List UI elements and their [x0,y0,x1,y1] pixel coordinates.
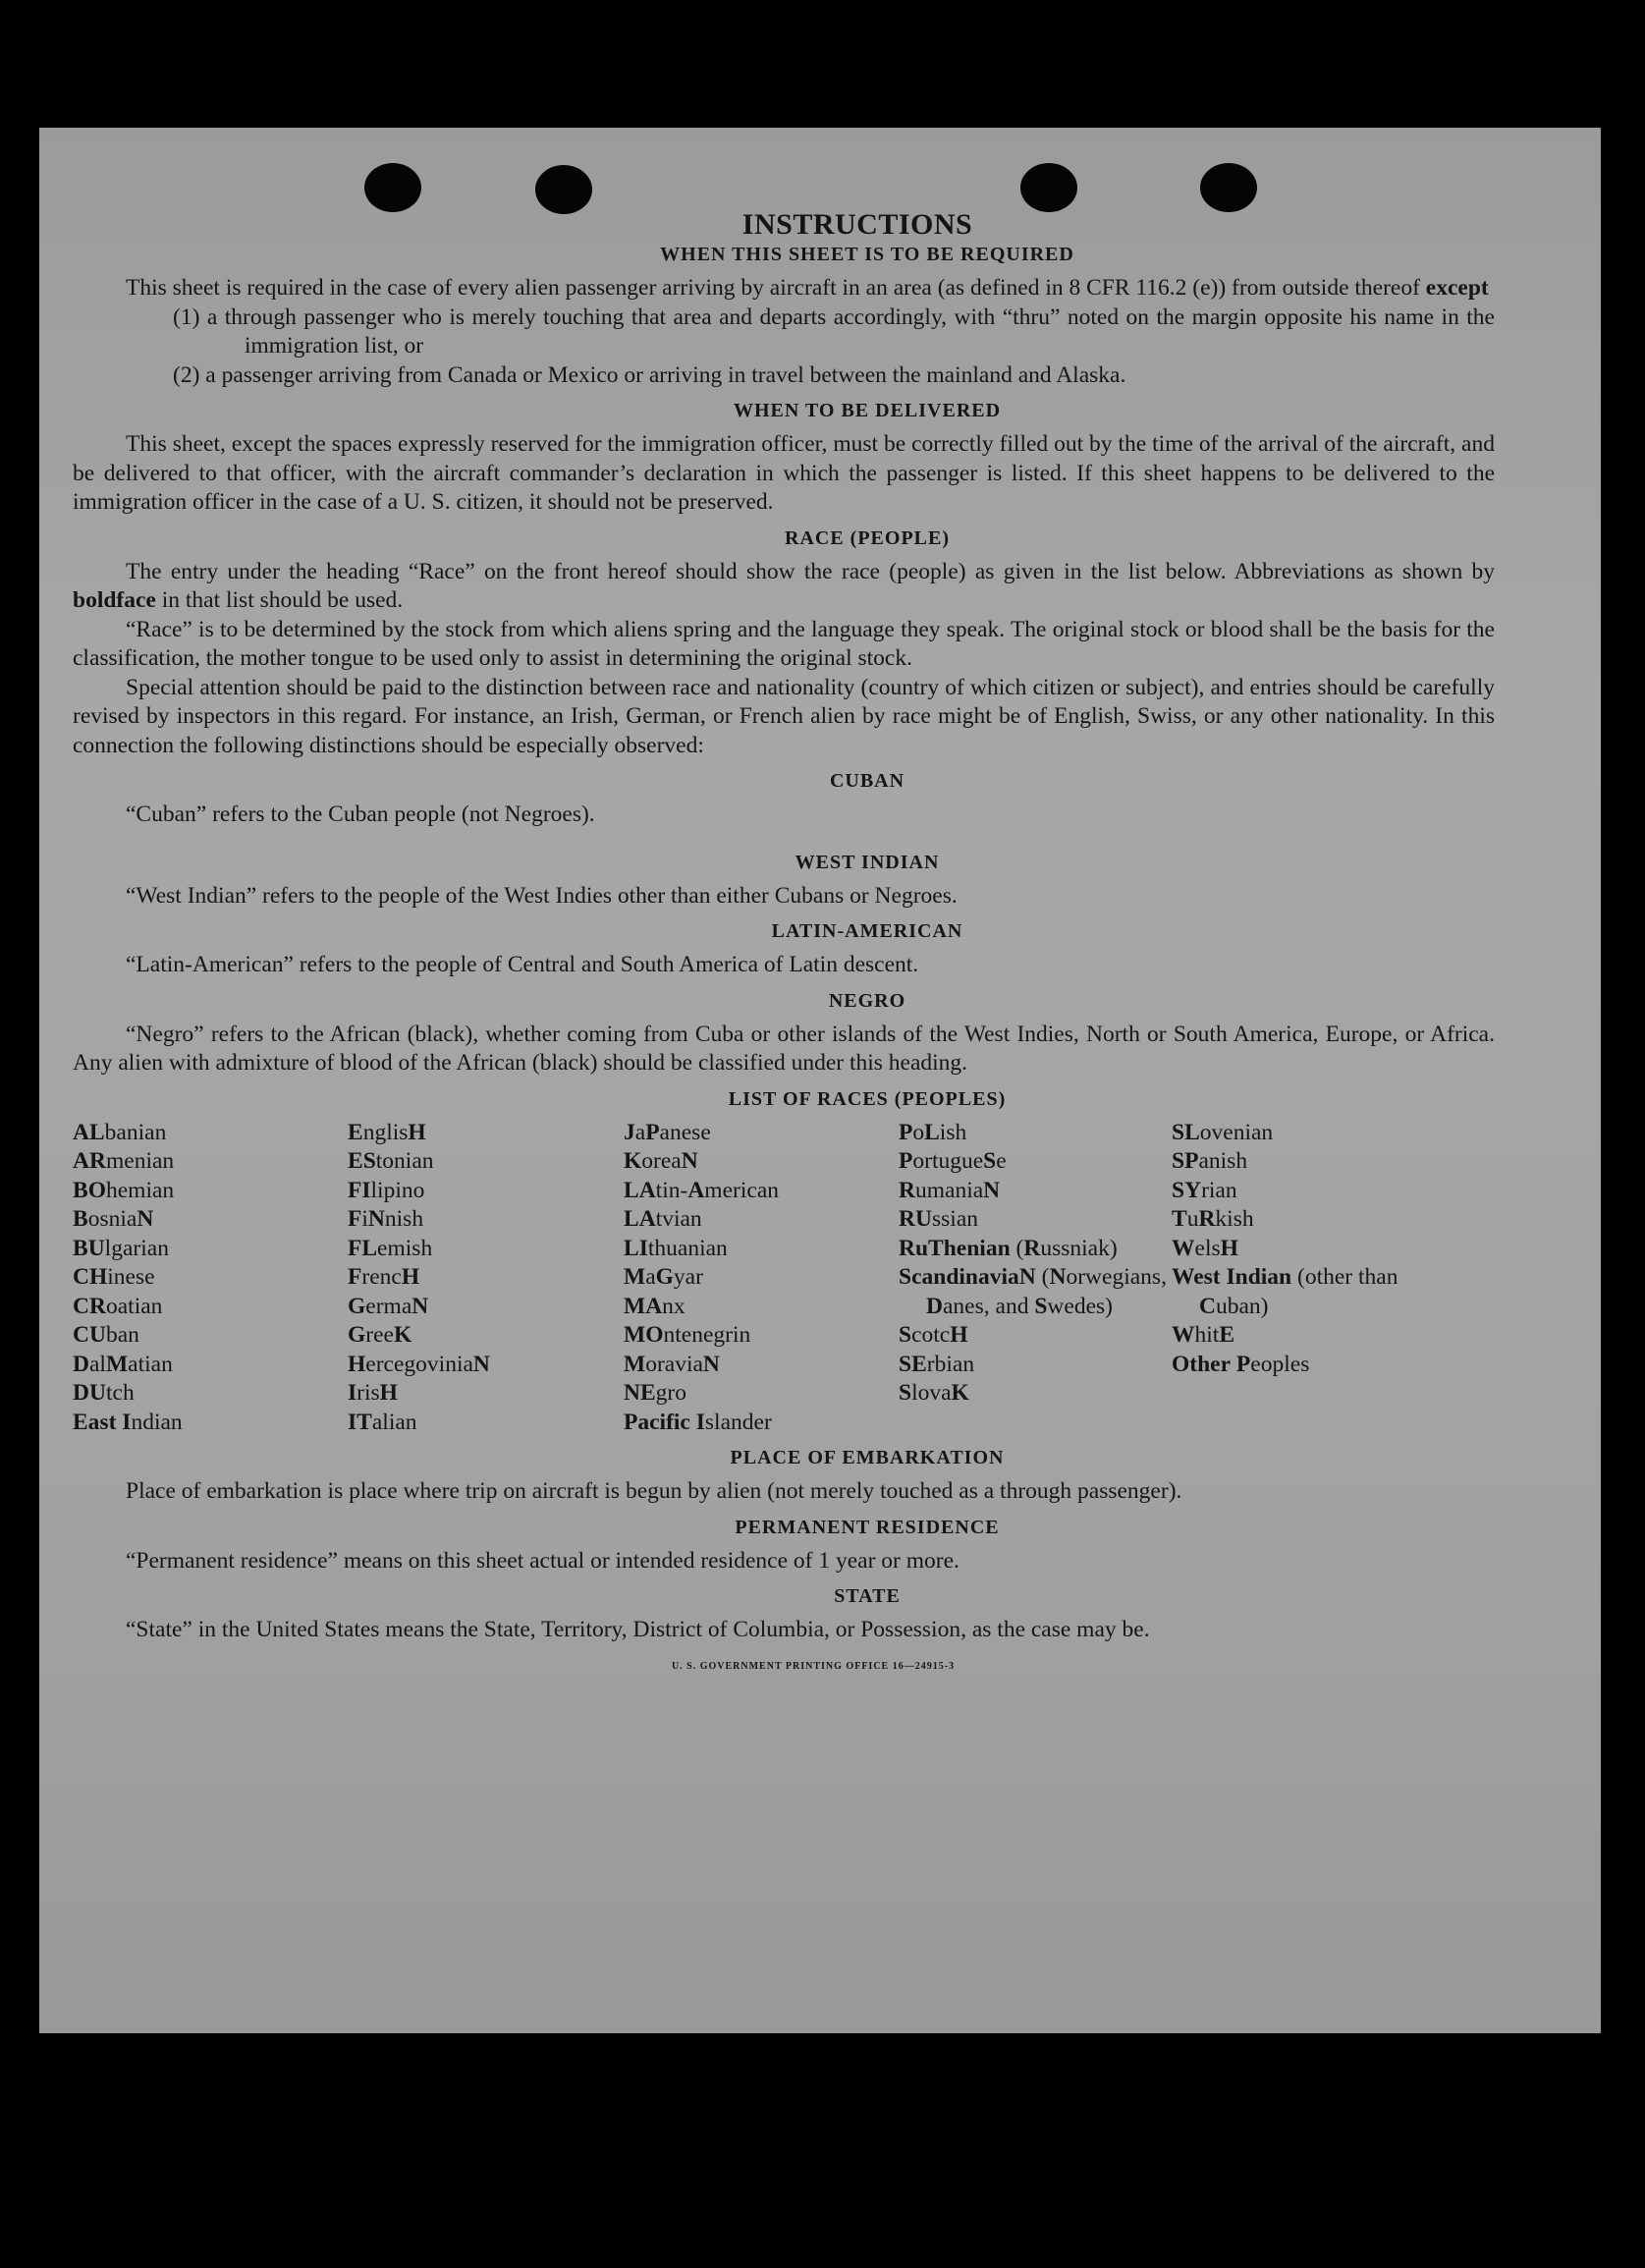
cuban-text: “Cuban” refers to the Cuban people (not Negroes). [126,802,595,827]
race-item: ScotcH [899,1322,968,1348]
race-item: HercegoviniaN [348,1351,490,1377]
punch-hole [1200,163,1257,212]
heading-latin-american: LATIN-AMERICAN [771,920,963,942]
race-item: FLemish [348,1235,433,1261]
races-column [899,1119,1172,1438]
west-indian-text: “West Indian” refers to the people of the West Indies other than either Cubans or Negroes. [126,882,958,909]
race-paragraph-2: “Race” is to be determined by the stock from which aliens spring and the language they speak. The original stock or blood shall be the basis for the classification, the mother tongue to be used only to assist in determining the original stock. [73,616,1495,671]
permanent-residence-text: “Permanent residence” means on this sheet actual or intended residence of 1 year or more. [126,1547,960,1574]
race-item: RuThenian (Russniak) [899,1235,1118,1261]
heading-embarkation: PLACE OF EMBARKATION [730,1447,1005,1468]
instructions-content [73,208,1495,1672]
race-item: ScandinaviaN (Norwegians, Danes, and Swedes) [899,1264,1167,1319]
state-text: “State” in the United States means the State, Territory, District of Columbia, or Possession, as the case may be. [126,1617,1150,1642]
races-list [73,1119,1495,1438]
race-item: DUtch [73,1380,135,1406]
race-item: FIlipino [348,1177,425,1203]
heading-cuban: CUBAN [829,770,905,792]
race-item: MoraviaN [624,1351,720,1377]
race-item: DalMatian [73,1351,173,1377]
race-item: ALbanian [73,1119,167,1145]
punch-hole [1020,163,1077,212]
race-item: MAnx [624,1293,685,1319]
race-item: SPanish [1172,1148,1248,1174]
races-column [1172,1119,1447,1438]
race-item: CHinese [73,1264,155,1290]
race-item: FiNnish [348,1206,424,1232]
embarkation-text: Place of embarkation is place where trip on aircraft is begun by alien (not merely touched as a through passenger). [126,1478,1182,1504]
heading-list-of-races: LIST OF RACES (PEOPLES) [728,1087,1007,1110]
race-item: MaGyar [624,1264,703,1290]
heading-negro: NEGRO [828,989,906,1012]
race-item: PoLish [899,1119,967,1145]
punch-hole [364,163,421,212]
race-item: SErbian [899,1351,975,1377]
race-item: GreeK [348,1322,412,1348]
race-item: LIthuanian [624,1235,728,1261]
race-item: JaPanese [624,1119,711,1145]
race-item: West Indian (other than Cuban) [1172,1264,1398,1319]
race-paragraph-1: The entry under the heading “Race” on the front hereof should show the race (people) as given in the list below. Abbreviations as shown by boldface in that list should be used. [73,558,1495,613]
race-item: East Indian [73,1409,183,1435]
race-item: FrencH [348,1264,420,1290]
heading-state: STATE [834,1585,901,1607]
race-item: CUban [73,1322,139,1348]
race-item: PortugueSe [899,1148,1007,1174]
race-item: IrisH [348,1380,398,1406]
when-required-text: This sheet is required in the case of every alien passenger arriving by aircraft in an area (as defined in 8 CFR 116.2 (e)) from outside thereof except [126,275,1489,301]
punch-hole [535,165,592,214]
race-item: KoreaN [624,1148,698,1174]
negro-text: “Negro” refers to the African (black), whether coming from Cuba or other islands of the West Indies, North or South America, Europe, or Africa. Any alien with admixture of blood of the African (black) should be classified under this heading. [73,1021,1495,1076]
race-item: ITalian [348,1409,417,1435]
exception-item-2: (2) a passenger arriving from Canada or Mexico or arriving in travel between the mainland and Alaska. [173,361,1126,388]
race-item: BosniaN [73,1206,154,1232]
race-item: SYrian [1172,1177,1237,1203]
race-item: SLovenian [1172,1119,1274,1145]
race-item: ARmenian [73,1148,175,1174]
race-item: WelsH [1172,1235,1238,1261]
race-item: WhitE [1172,1322,1234,1348]
race-item: SlovaK [899,1380,969,1406]
race-item: LAtin-American [624,1177,779,1203]
heading-permanent-residence: PERMANENT RESIDENCE [735,1516,1000,1538]
document-sheet [39,128,1601,2033]
heading-west-indian: WEST INDIAN [795,851,940,873]
race-paragraph-3: Special attention should be paid to the distinction between race and nationality (country of which citizen or subject), and entries should be carefully revised by inspectors in this regard. For instance, an Irish, German, or French alien by race might be of English, Swiss, or any other nationality. In this connection the following distinctions should be especially observed: [73,674,1495,758]
races-column [348,1119,624,1438]
exception-item-1: (1) a through passenger who is merely touching that area and departs accordingly, with “thru” noted on the margin opposite his name in the immigration list, or [173,304,1495,359]
when-delivered-text: This sheet, except the spaces expressly reserved for the immigration officer, must be correctly filled out by the time of the arrival of the aircraft, and be delivered to that officer, with the aircraft commander’s declaration in which the passenger is listed. If this sheet happens to be delivered to the immigration officer in the case of a U. S. citizen, it should not be preserved. [73,431,1495,515]
race-item: Other Peoples [1172,1351,1310,1377]
race-item: NEgro [624,1380,686,1406]
heading-race: RACE (PEOPLE) [785,526,950,549]
latin-american-text: “Latin-American” refers to the people of Central and South America of Latin descent. [126,952,919,977]
race-item: RUssian [899,1206,978,1232]
race-item: EStonian [348,1148,434,1174]
heading-when-required: WHEN THIS SHEET IS TO BE REQUIRED [660,244,1074,265]
race-item: MOntenegrin [624,1322,751,1348]
race-item: BUlgarian [73,1235,169,1261]
race-item: CRoatian [73,1293,163,1319]
race-item: BOhemian [73,1177,175,1203]
races-column [624,1119,899,1438]
page-title: INSTRUCTIONS [741,208,973,241]
printing-office-footer: U. S. GOVERNMENT PRINTING OFFICE 16—24915-3 [671,1660,956,1672]
race-item: EnglisH [348,1119,426,1145]
race-item: LAtvian [624,1206,702,1232]
race-item: Pacific Islander [624,1409,772,1435]
race-item: RumaniaN [899,1177,1001,1203]
race-item: TuRkish [1172,1206,1254,1232]
race-item: GermaN [348,1293,429,1319]
races-column [73,1119,348,1438]
heading-when-delivered: WHEN TO BE DELIVERED [733,400,1002,421]
